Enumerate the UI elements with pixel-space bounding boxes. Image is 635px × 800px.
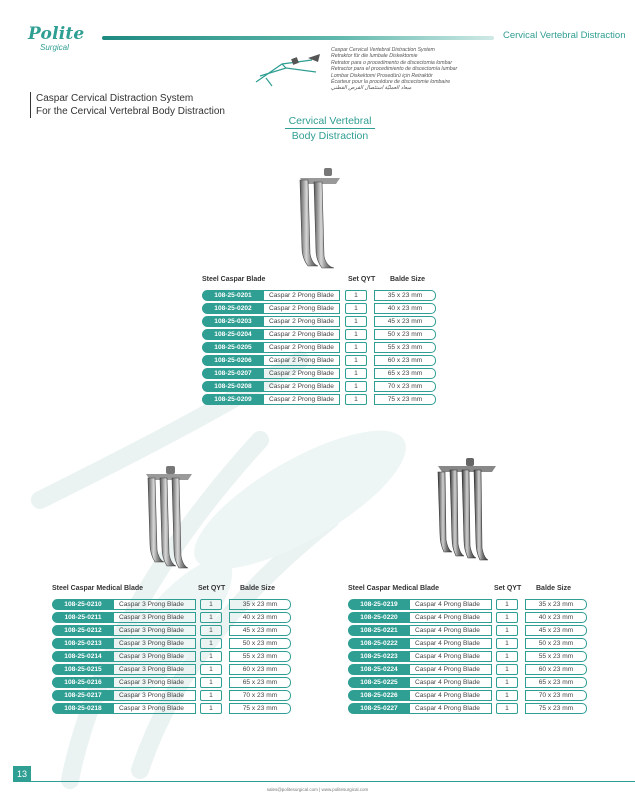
product-qty: 1 [200, 625, 222, 636]
product-code: 108-25-0218 [52, 703, 114, 714]
product-qty: 1 [496, 599, 518, 610]
product-code: 108-25-0227 [348, 703, 410, 714]
product-qty: 1 [345, 316, 367, 327]
brand-name: Polite [28, 24, 85, 44]
product-desc: Caspar 4 Prong Blade [410, 677, 492, 688]
product-desc: Caspar 4 Prong Blade [410, 612, 492, 623]
product-size: 65 x 23 mm [229, 677, 291, 688]
product-code: 108-25-0223 [348, 651, 410, 662]
product-size: 50 x 23 mm [229, 638, 291, 649]
product-desc: Caspar 4 Prong Blade [410, 625, 492, 636]
product-qty: 1 [200, 677, 222, 688]
product-qty: 1 [496, 690, 518, 701]
product-size: 55 x 23 mm [525, 651, 587, 662]
product-desc: Caspar 2 Prong Blade [264, 368, 340, 379]
product-size: 75 x 23 mm [229, 703, 291, 714]
product-size: 70 x 23 mm [525, 690, 587, 701]
product-code: 108-25-0202 [202, 303, 264, 314]
product-qty: 1 [200, 703, 222, 714]
product-code: 108-25-0214 [52, 651, 114, 662]
multilang-line: Retractor para el procedimiento de discectomía lumbar [331, 66, 458, 73]
product-qty: 1 [345, 394, 367, 405]
table-title: Steel Caspar Medical Blade [52, 585, 144, 592]
product-size: 75 x 23 mm [374, 394, 436, 405]
product-code: 108-25-0219 [348, 599, 410, 610]
product-size: 60 x 23 mm [525, 664, 587, 675]
product-qty: 1 [496, 625, 518, 636]
section-title-divider [285, 128, 375, 129]
product-code: 108-25-0203 [202, 316, 264, 327]
product-qty: 1 [345, 355, 367, 366]
product-size: 75 x 23 mm [525, 703, 587, 714]
product-qty: 1 [496, 638, 518, 649]
four-prong-blade-image [432, 458, 500, 562]
multilang-line: Retraktor für die lumbale Diskektomie [331, 53, 418, 60]
product-code: 108-25-0208 [202, 381, 264, 392]
product-size: 45 x 23 mm [525, 625, 587, 636]
product-code: 108-25-0206 [202, 355, 264, 366]
product-qty: 1 [200, 612, 222, 623]
product-size: 70 x 23 mm [229, 690, 291, 701]
size-header: Balde Size [240, 585, 276, 592]
table-four-prong [348, 585, 588, 720]
product-qty: 1 [496, 703, 518, 714]
product-code: 108-25-0216 [52, 677, 114, 688]
product-desc: Caspar 4 Prong Blade [410, 664, 492, 675]
product-size: 40 x 23 mm [525, 612, 587, 623]
product-desc: Caspar 2 Prong Blade [264, 316, 340, 327]
product-code: 108-25-0207 [202, 368, 264, 379]
size-header: Balde Size [536, 585, 572, 592]
product-code: 108-25-0204 [202, 329, 264, 340]
product-desc: Caspar 3 Prong Blade [114, 638, 196, 649]
multilang-line: Retrator para o procedimento de discectomia lombar [331, 59, 453, 66]
product-size: 60 x 23 mm [374, 355, 436, 366]
product-code: 108-25-0213 [52, 638, 114, 649]
product-desc: Caspar 4 Prong Blade [410, 703, 492, 714]
instrument-sketch-icon [252, 50, 324, 88]
product-size: 50 x 23 mm [374, 329, 436, 340]
product-qty: 1 [345, 329, 367, 340]
product-qty: 1 [200, 690, 222, 701]
section-title-line-2: Body Distraction [291, 130, 369, 142]
product-size: 50 x 23 mm [525, 638, 587, 649]
product-desc: Caspar 2 Prong Blade [264, 394, 340, 405]
product-qty: 1 [496, 651, 518, 662]
qty-header: Set QYT [494, 585, 522, 592]
header-rule [102, 36, 494, 40]
product-size: 65 x 23 mm [525, 677, 587, 688]
section-title-line-1: Cervical Vertebral [288, 115, 372, 127]
product-code: 108-25-0209 [202, 394, 264, 405]
multilang-line: مبعاد العمليّة استئصال القرص القطني [331, 85, 412, 92]
product-desc: Caspar 4 Prong Blade [410, 690, 492, 701]
product-desc: Caspar 4 Prong Blade [410, 638, 492, 649]
product-desc: Caspar 3 Prong Blade [114, 612, 196, 623]
product-desc: Caspar 2 Prong Blade [264, 290, 340, 301]
product-desc: Caspar 3 Prong Blade [114, 625, 196, 636]
multilang-line: Lombar Diskektomi Prosedürü için Retraktör [331, 72, 433, 79]
product-code: 108-25-0205 [202, 342, 264, 353]
product-qty: 1 [200, 651, 222, 662]
table-title: Steel Caspar Blade [202, 276, 266, 283]
product-desc: Caspar 4 Prong Blade [410, 599, 492, 610]
product-code: 108-25-0224 [348, 664, 410, 675]
product-size: 45 x 23 mm [374, 316, 436, 327]
product-size: 35 x 23 mm [525, 599, 587, 610]
page-number: 13 [13, 766, 31, 782]
product-desc: Caspar 3 Prong Blade [114, 599, 196, 610]
product-desc: Caspar 2 Prong Blade [264, 329, 340, 340]
product-desc: Caspar 3 Prong Blade [114, 703, 196, 714]
section-title [240, 115, 420, 142]
footer-contact[interactable]: sales@politesurgical.com | www.politesurgical.com [266, 787, 369, 792]
product-qty: 1 [345, 290, 367, 301]
product-desc: Caspar 3 Prong Blade [114, 677, 196, 688]
product-desc: Caspar 2 Prong Blade [264, 381, 340, 392]
three-prong-blade-image [138, 466, 200, 570]
product-code: 108-25-0201 [202, 290, 264, 301]
product-code: 108-25-0212 [52, 625, 114, 636]
product-size: 40 x 23 mm [374, 303, 436, 314]
product-size: 45 x 23 mm [229, 625, 291, 636]
product-qty: 1 [345, 381, 367, 392]
header-title: Cervical Vertebral Distraction [503, 30, 626, 41]
product-code: 108-25-0215 [52, 664, 114, 675]
product-code: 108-25-0225 [348, 677, 410, 688]
product-desc: Caspar 3 Prong Blade [114, 664, 196, 675]
product-code: 108-25-0221 [348, 625, 410, 636]
product-size: 60 x 23 mm [229, 664, 291, 675]
product-qty: 1 [200, 599, 222, 610]
product-desc: Caspar 3 Prong Blade [114, 651, 196, 662]
product-code: 108-25-0222 [348, 638, 410, 649]
multilang-description [331, 47, 457, 92]
table-two-prong [202, 276, 442, 411]
product-qty: 1 [200, 638, 222, 649]
product-size: 55 x 23 mm [374, 342, 436, 353]
size-header: Balde Size [390, 276, 426, 283]
product-qty: 1 [496, 612, 518, 623]
table-three-prong [52, 585, 292, 720]
intro-heading [30, 92, 225, 118]
product-qty: 1 [345, 303, 367, 314]
qty-header: Set QYT [348, 276, 376, 283]
product-size: 35 x 23 mm [374, 290, 436, 301]
product-desc: Caspar 2 Prong Blade [264, 303, 340, 314]
product-code: 108-25-0210 [52, 599, 114, 610]
intro-line-1: Caspar Cervical Distraction System [36, 93, 194, 104]
product-qty: 1 [200, 664, 222, 675]
qty-header: Set QYT [198, 585, 226, 592]
product-qty: 1 [496, 677, 518, 688]
multilang-line: Caspar Cervical Vertebral Distraction System [331, 47, 435, 53]
two-prong-blade-image [290, 168, 350, 270]
multilang-line: Écarteur pour la procédure de discectomie lombaire [331, 79, 451, 86]
product-desc: Caspar 4 Prong Blade [410, 651, 492, 662]
brand-sub: Surgical [40, 43, 69, 52]
product-qty: 1 [345, 342, 367, 353]
product-qty: 1 [345, 368, 367, 379]
product-code: 108-25-0211 [52, 612, 114, 623]
product-desc: Caspar 3 Prong Blade [114, 690, 196, 701]
product-size: 65 x 23 mm [374, 368, 436, 379]
product-size: 35 x 23 mm [229, 599, 291, 610]
product-size: 40 x 23 mm [229, 612, 291, 623]
product-code: 108-25-0217 [52, 690, 114, 701]
product-size: 55 x 23 mm [229, 651, 291, 662]
product-size: 70 x 23 mm [374, 381, 436, 392]
table-title: Steel Caspar Medical Blade [348, 585, 440, 592]
product-qty: 1 [496, 664, 518, 675]
intro-line-2: For the Cervical Vertebral Body Distraction [36, 106, 225, 117]
product-code: 108-25-0220 [348, 612, 410, 623]
footer-rule [31, 781, 635, 782]
product-code: 108-25-0226 [348, 690, 410, 701]
product-desc: Caspar 2 Prong Blade [264, 342, 340, 353]
brand-logo [28, 26, 98, 56]
product-desc: Caspar 2 Prong Blade [264, 355, 340, 366]
